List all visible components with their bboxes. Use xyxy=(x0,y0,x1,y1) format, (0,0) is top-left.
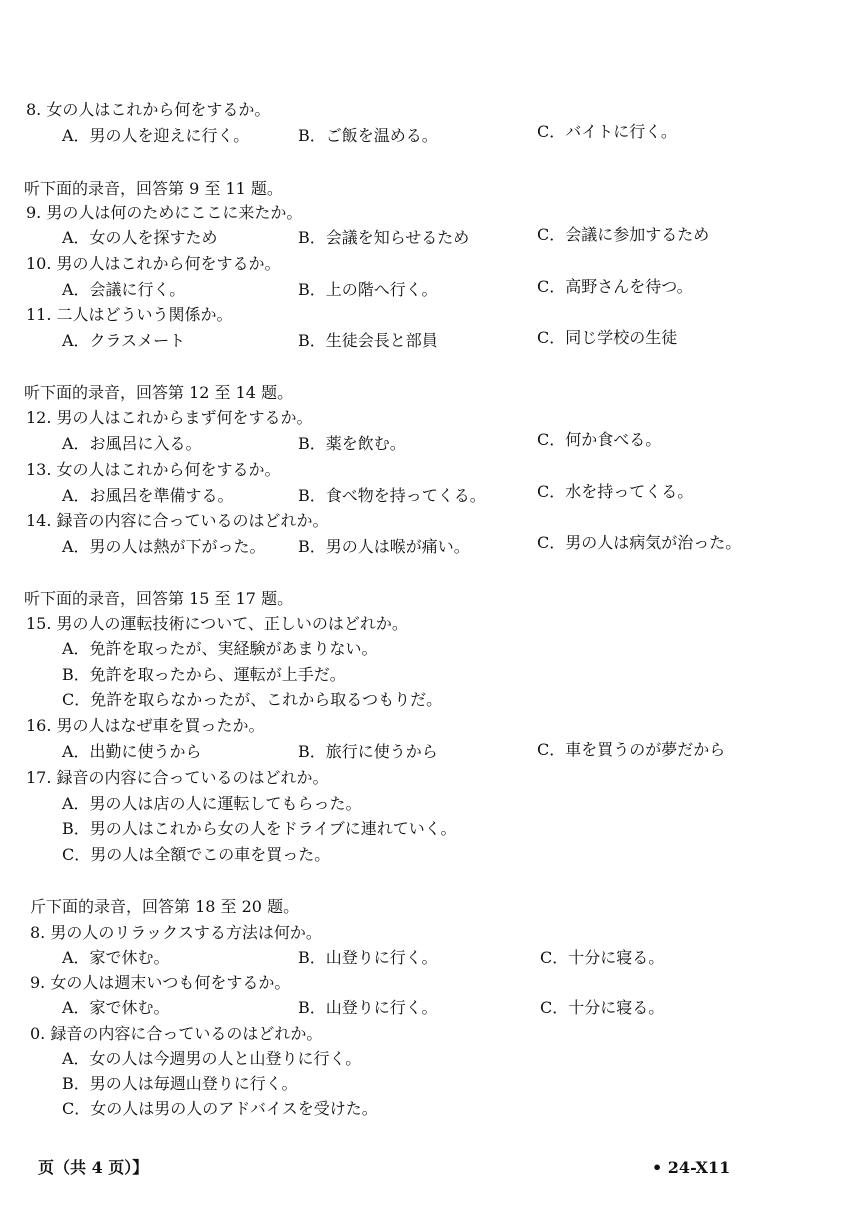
question-13-stem xyxy=(26,462,281,478)
page-footer-code: • 24-X11 xyxy=(652,1158,731,1177)
question-stem: 二人はどういう関係か。 xyxy=(56,305,233,324)
option-a: A．女の人を探すため xyxy=(62,228,218,247)
question-stem: 録音の内容に合っているのはどれか。 xyxy=(56,511,329,530)
question-stem: 女の人は週末いつも何をするか。 xyxy=(50,973,291,992)
question-number: 12. xyxy=(26,408,52,427)
option-b: B．生徒会長と部員 xyxy=(298,331,438,350)
option-c: C．高野さんを待つ。 xyxy=(537,277,693,296)
section-header: 听下面的录音，回答第 12 至 14 题。 xyxy=(24,383,294,402)
option-a: A．クラスメート xyxy=(62,331,186,350)
option-c: C．水を持ってくる。 xyxy=(537,482,694,501)
option-c: C．女の人は男の人のアドバイスを受けた。 xyxy=(62,1099,378,1118)
section-header: 听下面的录音，回答第 9 至 11 题。 xyxy=(24,179,283,198)
question-10-stem xyxy=(26,256,281,272)
option-c: C．十分に寝る。 xyxy=(540,998,665,1017)
option-b: B．ご飯を温める。 xyxy=(298,126,438,145)
question-number: 15. xyxy=(26,614,52,633)
option-a: A．男の人は熱が下がった。 xyxy=(62,537,266,556)
question-number: 9. xyxy=(30,973,46,992)
option-b: B．男の人は喉が痛い。 xyxy=(298,537,470,556)
question-stem: 男の人のリラックスする方法は何か。 xyxy=(50,923,322,942)
option-c: C．免許を取らなかったが、これから取るつもりだ。 xyxy=(62,690,443,709)
option-c: C．男の人は病気が治った。 xyxy=(537,533,742,552)
option-a: A．免許を取ったが、実経験があまりない。 xyxy=(62,639,378,658)
question-11-stem xyxy=(26,307,233,323)
question-18-stem xyxy=(30,925,322,941)
option-c: C．男の人は全額でこの車を買った。 xyxy=(62,845,331,864)
question-stem: 女の人はこれから何をするか。 xyxy=(46,100,271,119)
option-b: B．食べ物を持ってくる。 xyxy=(298,486,486,505)
question-stem: 男の人の運転技術について、正しいのはどれか。 xyxy=(56,614,408,633)
section-header: 听下面的录音，回答第 15 至 17 题。 xyxy=(24,589,294,608)
option-b: B．会議を知らせるため xyxy=(298,228,470,247)
question-16-stem xyxy=(26,718,265,734)
option-c: C．バイトに行く。 xyxy=(537,122,677,141)
question-number: 14. xyxy=(26,511,52,530)
question-stem: 録音の内容に合っているのはどれか。 xyxy=(56,768,329,787)
question-number: 10. xyxy=(26,254,52,273)
question-8-stem xyxy=(26,102,270,118)
question-17-stem xyxy=(26,770,329,786)
question-9-stem xyxy=(26,205,302,221)
option-a: A．会議に行く。 xyxy=(62,280,186,299)
option-b: B．山登りに行く。 xyxy=(298,948,438,967)
option-b: B．山登りに行く。 xyxy=(298,998,438,1017)
question-stem: 男の人はこれから何をするか。 xyxy=(56,254,281,273)
question-20-stem xyxy=(30,1026,322,1042)
option-b: B．旅行に使うから xyxy=(298,742,438,761)
option-a: A．男の人は店の人に運転してもらった。 xyxy=(62,794,362,813)
option-c: C．会議に参加するため xyxy=(537,225,710,244)
option-a: A．家で休む。 xyxy=(62,998,170,1017)
question-stem: 録音の内容に合っているのはどれか。 xyxy=(50,1024,323,1043)
question-number: 8. xyxy=(30,923,46,942)
option-b: B．男の人はこれから女の人をドライブに連れていく。 xyxy=(62,819,457,838)
question-19-stem xyxy=(30,975,290,991)
question-stem: 男の人は何のためにここに来たか。 xyxy=(46,203,303,222)
question-12-stem xyxy=(26,410,313,426)
option-b: B．男の人は毎週山登りに行く。 xyxy=(62,1074,298,1093)
question-14-stem xyxy=(26,513,329,529)
option-a: A．男の人を迎えに行く。 xyxy=(62,126,250,145)
question-number: 16. xyxy=(26,716,52,735)
option-b: B．上の階へ行く。 xyxy=(298,280,438,299)
question-number: 9. xyxy=(26,203,42,222)
option-c: C．車を買うのが夢だから xyxy=(537,740,726,759)
question-stem: 男の人はなぜ車を買ったか。 xyxy=(56,716,265,735)
option-c: C．十分に寝る。 xyxy=(540,948,665,967)
question-stem: 男の人はこれからまず何をするか。 xyxy=(56,408,313,427)
option-b: B．薬を飲む。 xyxy=(298,434,406,453)
page-footer-left: 页（共 4 页）】 xyxy=(38,1158,149,1177)
question-number: 11. xyxy=(26,305,52,324)
section-header: 斤下面的录音，回答第 18 至 20 题。 xyxy=(30,897,300,916)
option-a: A．女の人は今週男の人と山登りに行く。 xyxy=(62,1049,362,1068)
option-c: C．何か食べる。 xyxy=(537,430,662,449)
option-a: A．出勤に使うから xyxy=(62,742,202,761)
option-b: B．免許を取ったから、運転が上手だ。 xyxy=(62,665,346,684)
question-number: 13. xyxy=(26,460,52,479)
question-number: 8. xyxy=(26,100,42,119)
question-15-stem xyxy=(26,616,408,632)
option-a: A．お風呂に入る。 xyxy=(62,434,202,453)
option-a: A．お風呂を準備する。 xyxy=(62,486,234,505)
question-number: 17. xyxy=(26,768,52,787)
question-stem: 女の人はこれから何をするか。 xyxy=(56,460,281,479)
question-number: 0. xyxy=(30,1024,46,1043)
option-c: C．同じ学校の生徒 xyxy=(537,328,678,347)
option-a: A．家で休む。 xyxy=(62,948,170,967)
